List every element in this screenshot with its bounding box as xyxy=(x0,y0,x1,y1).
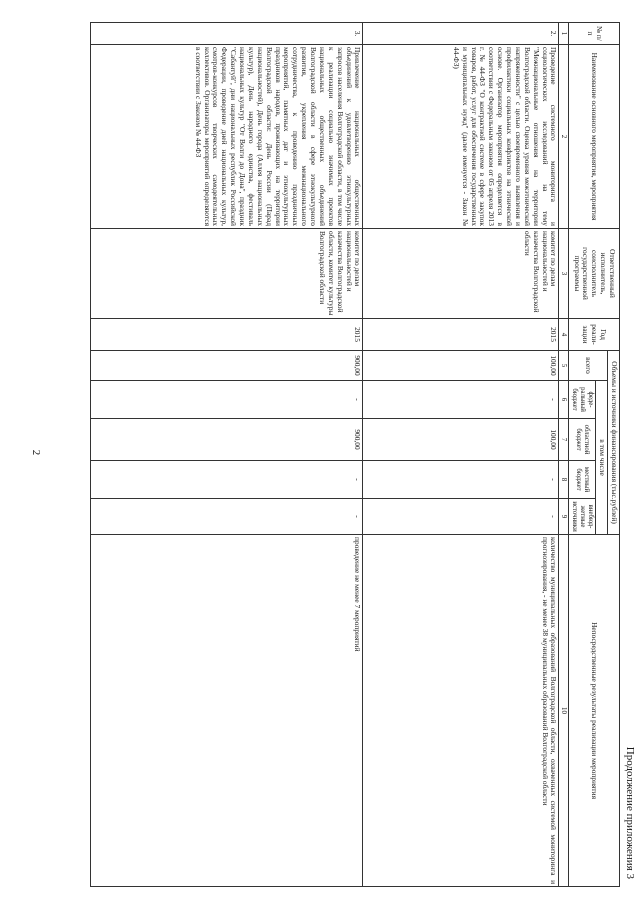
header-offbudget: внебюд-жетные источники xyxy=(568,499,595,535)
offbudget-cell: - xyxy=(91,499,363,535)
federal-cell: - xyxy=(91,381,363,419)
col-number: 7 xyxy=(559,419,568,461)
col-number: 3 xyxy=(559,229,568,319)
result-cell: количество муниципальных образований Волгоградской области, охваченных системой мониторинга и прогнозирования, - не менее 38 муниципальных образований Волгоградской области xyxy=(363,535,559,887)
continuation-label: Продолжение приложения 3 xyxy=(624,746,636,879)
col-number: 4 xyxy=(559,319,568,351)
table-row xyxy=(363,23,559,887)
header-name: Наименование основного мероприятия, мероприятия xyxy=(568,45,619,229)
col-number: 8 xyxy=(559,461,568,499)
header-federal: феде-ральный бюджет xyxy=(568,381,595,419)
header-responsible: Ответственный исполнитель, соисполнитель государственной программы xyxy=(568,229,619,319)
row-number: 3. xyxy=(91,23,363,45)
activity-name: Проведение системного мониторинга и социологических исследований на тему "Межнациональные отношения на территории Волгоградской области. Оценка уровня межэтнической напряженности" с целью своевременного выявления и профилактики социальных конфликтов на этнической основе. Организатор мероприятия определяется в соответствии с Федеральным законом от 05 апреля 2013 г. № 44-ФЗ "О контрактной системе в сфере закупок товаров, работ, услуг для обеспечения государственных и муниципальных нужд" (далее именуется - Закон № 44-ФЗ) xyxy=(363,45,559,229)
total-cell: 100,00 xyxy=(363,351,559,381)
header-year: Год реали-зации xyxy=(568,319,619,351)
header-regional: областной бюджет xyxy=(568,419,595,461)
header-results: Непосредственные результаты реализации мероприятия xyxy=(568,535,619,887)
header-local: местный бюджет xyxy=(568,461,595,499)
responsible-executor: комитет по делам национальностей и казачества Волгоградской области, комитет культуры Волгоградской области xyxy=(91,229,363,319)
header-funding: Объемы и источники финансирования (тыс.рублей) xyxy=(608,351,620,535)
offbudget-cell: - xyxy=(363,499,559,535)
col-number: 6 xyxy=(559,381,568,419)
regional-cell: 900,00 xyxy=(91,419,363,461)
col-number: 9 xyxy=(559,499,568,535)
col-number: 5 xyxy=(559,351,568,381)
federal-cell: - xyxy=(363,381,559,419)
col-number: 10 xyxy=(559,535,568,887)
year-cell: 2015 xyxy=(363,319,559,351)
header-no: № п/п xyxy=(568,23,619,45)
header-total: всего xyxy=(568,351,607,381)
table-row xyxy=(91,23,363,887)
col-number: 2 xyxy=(559,45,568,229)
total-cell: 900,00 xyxy=(91,351,363,381)
local-cell: - xyxy=(363,461,559,499)
col-number: 1 xyxy=(559,23,568,45)
column-numbers-row xyxy=(559,23,568,887)
page-number: 2 xyxy=(30,449,42,456)
program-table xyxy=(90,22,620,887)
responsible-executor: комитет по делам национальностей и казачества Волгоградской области xyxy=(363,229,559,319)
local-cell: - xyxy=(91,461,363,499)
header-including: в том числе xyxy=(596,381,608,535)
regional-cell: 100,00 xyxy=(363,419,559,461)
result-cell: проведение не менее 7 мероприятий xyxy=(91,535,363,887)
year-cell: 2015 xyxy=(91,319,363,351)
row-number: 2. xyxy=(363,23,559,45)
activity-name: Привлечение национальных общественных объединений к удовлетворению этнокультурных запросов населения Волгоградской области, в том числе к реализации социально значимых проектов национальных общественных объединений Волгоградской области в сфере этнокультурного развития, укрепления межнационального сотрудничества, к проведению праздничных мероприятий, памятных дат и этнокультурных праздников народов, проживающих на территории Волгоградской области: День России (Парад национальностей), День города (Аллея национальных культур), День народного единства, фестиваль национальных культур "От Волги до Дона", праздник "Сабантуй", дни национальных республик Российской Федерации, проведение дней национальных культур, смотров-конкурсов творческих самодеятельных коллективов. Организаторы мероприятий определяются в соответствии с Законом № 44-ФЗ xyxy=(91,45,363,229)
